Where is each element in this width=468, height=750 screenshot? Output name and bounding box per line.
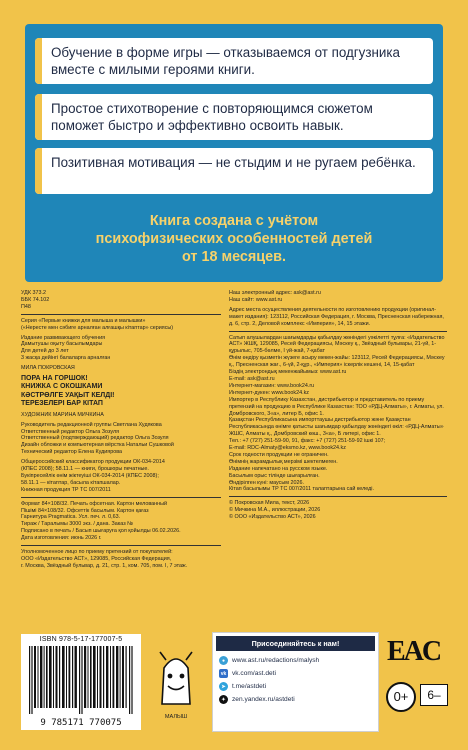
age-mark-six: 6– bbox=[420, 684, 448, 706]
divider bbox=[229, 496, 447, 497]
bullet-text: Обучение в форме игры — отказываемся от подгузника вместе с милыми героями книги. bbox=[51, 45, 400, 77]
staff-list: Руководитель редакционной группы Светлана Худякова Ответственный редактор Ольга Зозуля Ответственный (подтверждающий) редактор Ольга Зозуля Дизайн обложки и компьютерная вёрстка Натальи Сушковой Технический редактор Елена Кудиярова bbox=[21, 421, 174, 456]
importer-kz-text: Қазақстан Республикасына импорттаушы дистрибьютор және Қазақстан Республикасында өнімге қатысты шағымдар қабылдау жөніндегі өкіл: «РДЦ-Алматы» ЖШС, Алматы қ., Домбровский көш., 3«а», Б литері, офис 1. bbox=[229, 417, 444, 438]
tagline-line: психофизических особенностей детей bbox=[95, 231, 373, 247]
illustrator-name: ХУДОЖНИК МАРИНА МИЧКИНА bbox=[21, 411, 104, 418]
imprint-left-column bbox=[21, 290, 221, 570]
link-text: www.ast.ru/redactions/malysh bbox=[232, 657, 320, 664]
join-header: Присоединяйтесь к нам! bbox=[216, 636, 375, 651]
barcode bbox=[21, 634, 141, 730]
telegram-icon: ➤ bbox=[219, 682, 228, 691]
barcode-digits: 9 785171 770075 bbox=[40, 718, 122, 728]
isbn-label: ISBN 978-5-17-177007-5 bbox=[39, 636, 123, 643]
social-link-telegram[interactable] bbox=[213, 680, 378, 693]
link-text: vk.com/ast.deti bbox=[232, 670, 276, 677]
format-text: Формат 84×108/32. Печать офсетная. Картон мелованный Пішімі 84×108/32. Офсеттік басылым. Картон қағаз Гарнитура Pragmatica. Усл. печ. л. 0,63. Тираж / Таралымы 3000 экз. / дана. Заказ № Подписано в печать / Басып шығаруға қол қойылды 06.02.2026. Дата изготовления: июнь 2026 г. bbox=[21, 500, 181, 542]
bullet-text: Позитивная мотивация — не стыдим и не ругаем ребёнка. bbox=[51, 155, 416, 170]
series-text: Серия «Первые книжки для малыша и малышки» («Нересте мен сәбиге арналған алғашқы кітаптар» сериясы) bbox=[21, 317, 174, 331]
dzen-icon: ✦ bbox=[219, 695, 228, 704]
link-text: zen.yandex.ru/astdeti bbox=[232, 696, 295, 703]
address-kz-text: Сатып алушылардан шағымдарды қабылдау жөніндегі уәкілетті тұлға: «Издательство АСТ» ЖШҚ, 129085, Ресей Федерациясы, Мәскеу қ., Звёздный бульвары, 21-үй, 1-құрылыс, 705-бөлме, I үй-жай, 7-қабат Өнім өндіру қызметін жүзеге асыру мекен-жайы: 123112, Ресей Федерациясы, Мәскеу қ., Пресненская жағ., 6-үй, 2-құр., «Империя» іскерлік кешені, 14, 15-қабат Біздің электрондық мекенжайымыз: www.ast.ru E-mail: ask@ast.ru bbox=[229, 334, 445, 382]
tagline-line: Книга создана с учётом bbox=[149, 213, 319, 229]
divider bbox=[21, 545, 221, 546]
publisher-logo-text: МАЛЫШ bbox=[164, 714, 188, 720]
tagline-line: от 18 месяцев. bbox=[181, 249, 287, 265]
social-link-web[interactable] bbox=[213, 654, 378, 667]
web-icon: ● bbox=[219, 656, 228, 665]
divider bbox=[229, 331, 447, 332]
address-text: Адрес места осуществления деятельности по изготовлению продукции (оригинал-макет издания): 123112, Российская Федерация, г. Москва, Пресненская набережная, д. 6, стр. 2, Деловой комплекс «Империя», 14, 15 этажи. bbox=[229, 306, 444, 327]
bullet-item-3 bbox=[35, 148, 433, 194]
bullet-item-2 bbox=[35, 94, 433, 140]
classifier-text: Общероссийский классификатор продукции ОК-034-2014 (КПЕС 2008); 58.11.1 — книги, брошюры печатные. Букіпресейлік өнім жіктеуіші ОК-034-2014 (КПЕС 2008); 58.11.1 — кітаптар, басыла кітапшалар. Книжная продукция ТР ТС 007/2011 bbox=[21, 459, 165, 493]
eac-mark: EAC bbox=[387, 636, 441, 667]
copyright-text: © Покровская Мила, текст, 2026 © Мичкина М.А., иллюстрации, 2026 © ООО «Издательство АСТ», 2026 bbox=[229, 500, 321, 521]
complaints-text: Уполномоченное лицо по приему претензий от покупателей: ООО «Издательство АСТ», 129085, Российская Федерация, г. Москва, Звёздный бульвар, д. 21, стр. 1, ком. 705, пом. I, 7 этаж. bbox=[21, 549, 188, 569]
vk-icon: vk bbox=[220, 670, 227, 677]
edition-text: Издание развивающего обучения Дамытушы оқыту басылымдары Для детей до 3 лет 3 жасқа дейінгі балаларға арналған bbox=[21, 334, 111, 362]
validity-text: Срок годности продукции не ограничен. Өнімнің жарамдылық мерзімі шектелмеген. Издание напечатано на русском языке. Басылым орыс тілінде шығарылған. Өндірілген күні: маусым 2026. Кітап басылымы ТР ТС 007/2011 талаптарына сай келеді. bbox=[229, 451, 374, 493]
publisher-logo-icon bbox=[150, 646, 202, 708]
tagline bbox=[25, 212, 443, 266]
author-name: МИЛА ПОКРОВСКАЯ bbox=[21, 365, 75, 372]
link-text: t.me/astdeti bbox=[232, 683, 267, 690]
bbk-code: ББК 74.102 bbox=[21, 296, 50, 303]
udk-code: УДК 373.2 bbox=[21, 290, 46, 296]
phones-text: Тел.: +7 (727) 251-59-90, 91, факс: +7 (727) 251-59-92 ішкі 107; E-mail: RDC-Almaty@eksmo.kz, www.book24.kz bbox=[229, 438, 386, 452]
imprint-right-column bbox=[229, 290, 447, 521]
bullet-item-1 bbox=[35, 38, 433, 84]
social-link-vk[interactable] bbox=[213, 667, 378, 680]
age-mark-zero-plus: 0+ bbox=[386, 682, 416, 712]
contact-text: Наш электронный адрес: ask@ast.ru Наш сайт: www.ast.ru bbox=[229, 290, 321, 303]
internet-shop-text: Интернет-магазин: www.book24.ru Интернет-дүкен: www.book24.kz bbox=[229, 382, 315, 396]
social-link-dzen[interactable] bbox=[213, 693, 378, 706]
bullet-text: Простое стихотворение с повторяющимся сюжетом поможет быстро и эффективно освоить навык. bbox=[51, 101, 373, 133]
barcode-bars bbox=[29, 646, 133, 714]
divider bbox=[21, 314, 221, 315]
info-panel bbox=[25, 24, 443, 282]
book-title-kz: КӘСТРӨЛГЕ УАҚЫТ КЕЛДІ! ТЕРЕЗЕЛЕРІ БАР КІТАП bbox=[21, 391, 115, 408]
social-links-box bbox=[212, 632, 379, 732]
book-title: ПОРА НА ГОРШОК! КНИЖКА С ОКОШКАМИ bbox=[21, 375, 103, 391]
importer-text: Импортер в Республику Казахстан, дистрибьютор и представитель по приему претензий на продукцию в Республике Казахстан: ТОО «РДЦ-Алматы», г. Алматы, ул. Домбровского, 3«а», литер Б, офис 1. bbox=[229, 396, 444, 417]
bottom-strip bbox=[0, 624, 468, 750]
author-code: П48 bbox=[21, 303, 31, 310]
divider bbox=[21, 497, 221, 498]
